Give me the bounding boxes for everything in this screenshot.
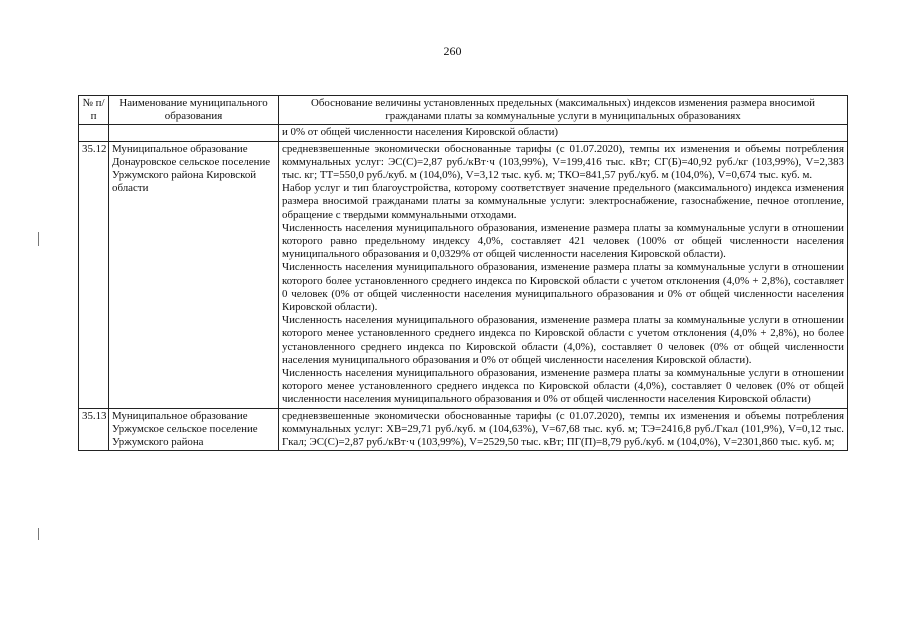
municipality-name: Муниципальное образование Донауровское сельское поселение Уржумского района Кировской области xyxy=(109,141,279,408)
justification-paragraph: Численность населения муниципального образования, изменение размера платы за коммунальные услуги в отношении которого более установленного среднего индекса по Кировской области с учетом отклонения (4,0% + 2,8%), составляет 0 человек (0% от общей численности населения муниципального образования и 0% от общей численности населения Кировской области). xyxy=(282,261,844,314)
tariff-table xyxy=(78,95,848,451)
table-row-continuation xyxy=(79,125,848,141)
justification-paragraph: Численность населения муниципального образования, изменение размера платы за коммунальные услуги в отношении которого менее установленного среднего индекса по Кировской области с учетом отклонения (4,0% + 2,8%), но более установленного среднего индекса по Кировской области (4,0%), составляет 0 человек (0% от общей численности населения муниципального образования и 0% от общей численности населения Кировской области). xyxy=(282,314,844,366)
margin-mark xyxy=(38,528,39,540)
table-row xyxy=(79,408,848,451)
justification-paragraph: средневзвешенные экономически обоснованные тарифы (с 01.07.2020), темпы их изменения и объемы потребления коммунальных услуг: ЭС(С)=2,87 руб./кВт·ч (103,99%), V=199,416 тыс. кВт; СГ(Б)=40,92 руб./кг (103,99%), V=2,383 тыс. кг; ТТ=550,0 руб./куб. м (104,0%), V=3,12 тыс. куб. м; ТКО=841,57 руб./куб. м (104,0%), V=0,674 тыс. куб. м. xyxy=(282,142,844,182)
row-number: 35.13 xyxy=(79,408,109,451)
justification-paragraph: Численность населения муниципального образования, изменение размера платы за коммунальные услуги в отношении которого менее установленного среднего индекса по Кировской области (4,0%), составляет 0 человек (0% от общей численности населения муниципального образования и 0% от общей численности населения Кировской области) xyxy=(282,367,844,406)
justification-cell xyxy=(279,408,848,451)
row-number: 35.12 xyxy=(79,141,109,408)
header-name: Наименование муниципального образования xyxy=(109,96,279,125)
justification-paragraph: Набор услуг и тип благоустройства, которому соответствует значение предельного (максимального) индекса изменения размера вносимой гражданами платы за коммунальные услуги: электроснабжение, газоснабжение, печное отопление, обращение с твердыми коммунальными отходами. xyxy=(282,182,844,221)
continuation-text: и 0% от общей численности населения Кировской области) xyxy=(279,125,848,141)
justification-paragraph: Численность населения муниципального образования, изменение размера платы за коммунальные услуги в отношении которого равно предельному индексу 4,0%, составляет 421 человек (100% от общей численности населения муниципального образования и 0,0329% от общей численности населения Кировской области). xyxy=(282,221,844,261)
table-header-row xyxy=(79,96,848,125)
margin-mark xyxy=(38,232,39,246)
justification-cell xyxy=(279,141,848,408)
table-row xyxy=(79,141,848,408)
header-justification: Обоснование величины установленных предельных (максимальных) индексов изменения размера вносимой гражданами платы за коммунальные услуги в муниципальных образованиях xyxy=(279,96,848,125)
header-num: № п/п xyxy=(79,96,109,125)
justification-paragraph: средневзвешенные экономически обоснованные тарифы (с 01.07.2020), темпы их изменения и объемы потребления коммунальных услуг: ХВ=29,71 руб./куб. м (104,63%), V=67,68 тыс. куб. м; ТЭ=2416,8 руб./Гкал (101,9%), V=0,12 тыс. Гкал; ЭС(С)=2,87 руб./кВт·ч (103,99%), V=2529,50 тыс. кВт; ПГ(П)=8,79 руб./куб. м (104,0%), V=2301,860 тыс. куб. м; xyxy=(282,409,844,449)
municipality-name: Муниципальное образование Уржумское сельское поселение Уржумского района xyxy=(109,408,279,451)
page-number: 260 xyxy=(443,44,462,58)
